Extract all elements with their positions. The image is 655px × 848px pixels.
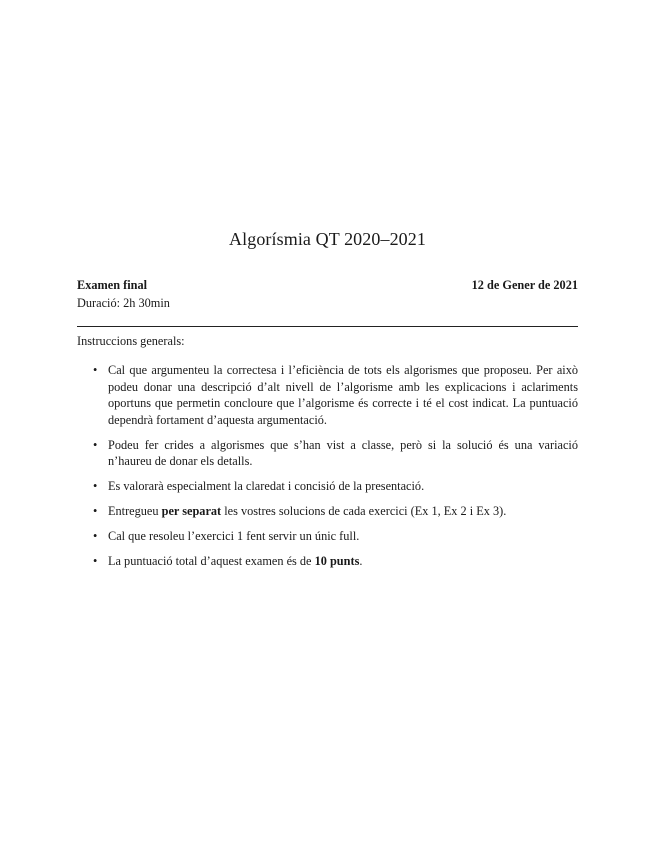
exam-date: 12 de Gener de 2021: [471, 278, 578, 292]
instructions-list: [93, 362, 578, 578]
list-item-text: Cal que resoleu l’exercici 1 fent servir un únic full.: [108, 529, 360, 543]
list-item-text-post: .: [359, 554, 363, 568]
exam-header-row: [77, 278, 578, 293]
list-item-text-post: les vostres solucions de cada exercici (Ex 1, Ex 2 i Ex 3).: [221, 504, 507, 518]
bullet-icon: •: [93, 529, 98, 543]
list-item-text-pre: La puntuació total d’aquest examen és de: [108, 554, 315, 568]
bullet-icon: •: [93, 363, 98, 377]
list-item-text-pre: Entregueu: [108, 504, 162, 518]
list-item: [93, 437, 578, 470]
bullet-icon: •: [93, 504, 98, 518]
list-item-text: Es valorarà especialment la claredat i concisió de la presentació.: [108, 479, 425, 493]
header-divider: [77, 326, 578, 327]
page-title: Algorísmia QT 2020–2021: [229, 229, 426, 249]
list-item: [93, 528, 578, 545]
exam-label: Examen final: [77, 278, 148, 292]
bullet-icon: •: [93, 479, 98, 493]
list-item: [93, 503, 578, 520]
duration-row: [77, 296, 578, 311]
list-item: [93, 478, 578, 495]
list-item-text: Cal que argumenteu la correctesa i l’eficiència de tots els algorismes que proposeu. Per això podeu donar una descripció d’alt nivell de l’algorisme amb les explicacions i aclariments oportuns que permetin concloure que l’algorisme és correcte i té el cost indicat. La puntuació dependrà fortament d’aquesta argumentació.: [108, 363, 578, 427]
list-item: [93, 362, 578, 428]
list-item-text-bold: per separat: [161, 504, 222, 518]
list-item-text: Podeu fer crides a algorismes que s’han vist a classe, però si la solució és una variació n’haureu de donar els detalls.: [108, 437, 578, 468]
list-item-text-bold: 10 punts: [314, 554, 360, 568]
bullet-icon: •: [93, 554, 98, 568]
instructions-heading: Instruccions generals:: [77, 334, 185, 348]
list-item: [93, 553, 578, 570]
exam-duration: Duració: 2h 30min: [77, 296, 170, 310]
bullet-icon: •: [93, 437, 98, 452]
